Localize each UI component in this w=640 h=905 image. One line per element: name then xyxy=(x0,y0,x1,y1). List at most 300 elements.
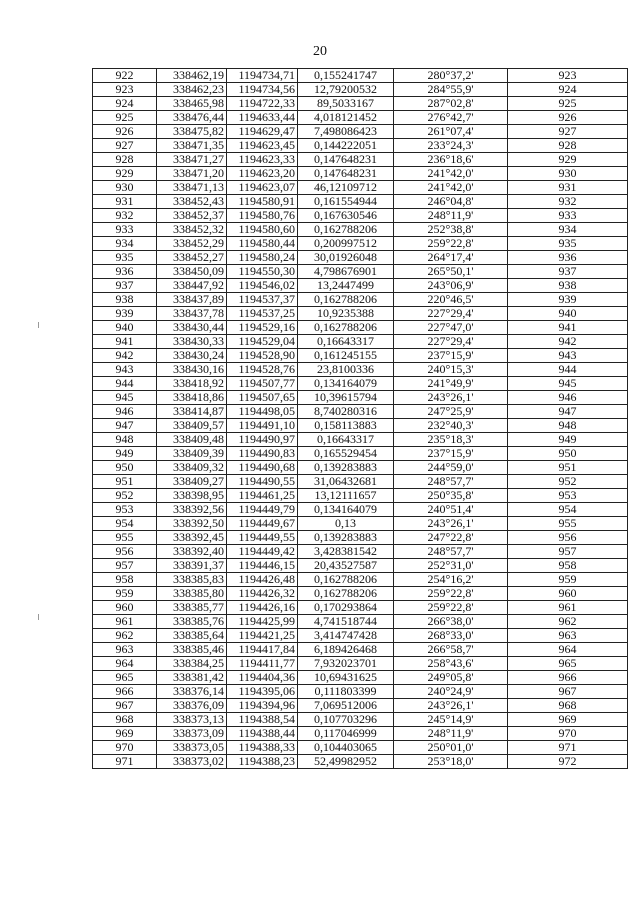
table-row xyxy=(93,307,628,321)
point-number-cell: 957 xyxy=(93,559,157,573)
direction-angle-cell: 261°07,4' xyxy=(394,125,508,139)
x-coordinate-cell: 338476,44 xyxy=(157,111,227,125)
x-coordinate-cell: 338430,33 xyxy=(157,335,227,349)
distance-cell: 0,134164079 xyxy=(298,503,394,517)
distance-cell: 7,069512006 xyxy=(298,699,394,713)
x-coordinate-cell: 338409,39 xyxy=(157,447,227,461)
point-number-cell: 932 xyxy=(93,209,157,223)
next-point-cell: 964 xyxy=(508,643,628,657)
direction-angle-cell: 243°26,1' xyxy=(394,699,508,713)
distance-cell: 0,200997512 xyxy=(298,237,394,251)
table-row xyxy=(93,335,628,349)
distance-cell: 4,741518744 xyxy=(298,615,394,629)
distance-cell: 13,2447499 xyxy=(298,279,394,293)
distance-cell: 20,43527587 xyxy=(298,559,394,573)
x-coordinate-cell: 338385,64 xyxy=(157,629,227,643)
point-number-cell: 947 xyxy=(93,419,157,433)
point-number-cell: 933 xyxy=(93,223,157,237)
y-coordinate-cell: 1194388,33 xyxy=(227,741,298,755)
point-number-cell: 929 xyxy=(93,167,157,181)
point-number-cell: 966 xyxy=(93,685,157,699)
next-point-cell: 930 xyxy=(508,167,628,181)
table-row xyxy=(93,461,628,475)
next-point-cell: 940 xyxy=(508,307,628,321)
table-row xyxy=(93,83,628,97)
table-row xyxy=(93,377,628,391)
point-number-cell: 935 xyxy=(93,251,157,265)
point-number-cell: 927 xyxy=(93,139,157,153)
distance-cell: 0,170293864 xyxy=(298,601,394,615)
x-coordinate-cell: 338418,92 xyxy=(157,377,227,391)
direction-angle-cell: 268°33,0' xyxy=(394,629,508,643)
next-point-cell: 967 xyxy=(508,685,628,699)
x-coordinate-cell: 338452,27 xyxy=(157,251,227,265)
y-coordinate-cell: 1194417,84 xyxy=(227,643,298,657)
coordinates-table xyxy=(92,68,628,769)
y-coordinate-cell: 1194425,99 xyxy=(227,615,298,629)
table-row xyxy=(93,503,628,517)
table-row xyxy=(93,153,628,167)
direction-angle-cell: 276°42,7' xyxy=(394,111,508,125)
direction-angle-cell: 250°35,8' xyxy=(394,489,508,503)
y-coordinate-cell: 1194490,97 xyxy=(227,433,298,447)
y-coordinate-cell: 1194388,54 xyxy=(227,713,298,727)
x-coordinate-cell: 338384,25 xyxy=(157,657,227,671)
next-point-cell: 963 xyxy=(508,629,628,643)
x-coordinate-cell: 338409,57 xyxy=(157,419,227,433)
point-number-cell: 949 xyxy=(93,447,157,461)
point-number-cell: 937 xyxy=(93,279,157,293)
y-coordinate-cell: 1194580,91 xyxy=(227,195,298,209)
direction-angle-cell: 287°02,8' xyxy=(394,97,508,111)
direction-angle-cell: 220°46,5' xyxy=(394,293,508,307)
direction-angle-cell: 227°29,4' xyxy=(394,307,508,321)
table-row xyxy=(93,293,628,307)
point-number-cell: 959 xyxy=(93,587,157,601)
direction-angle-cell: 244°59,0' xyxy=(394,461,508,475)
distance-cell: 8,740280316 xyxy=(298,405,394,419)
y-coordinate-cell: 1194629,47 xyxy=(227,125,298,139)
next-point-cell: 938 xyxy=(508,279,628,293)
distance-cell: 0,139283883 xyxy=(298,461,394,475)
point-number-cell: 942 xyxy=(93,349,157,363)
distance-cell: 0,139283883 xyxy=(298,531,394,545)
x-coordinate-cell: 338430,16 xyxy=(157,363,227,377)
next-point-cell: 966 xyxy=(508,671,628,685)
x-coordinate-cell: 338398,95 xyxy=(157,489,227,503)
point-number-cell: 944 xyxy=(93,377,157,391)
point-number-cell: 941 xyxy=(93,335,157,349)
page-number: 20 xyxy=(313,44,327,59)
next-point-cell: 925 xyxy=(508,97,628,111)
point-number-cell: 950 xyxy=(93,461,157,475)
table-row xyxy=(93,657,628,671)
distance-cell: 0,13 xyxy=(298,517,394,531)
point-number-cell: 952 xyxy=(93,489,157,503)
x-coordinate-cell: 338385,46 xyxy=(157,643,227,657)
next-point-cell: 931 xyxy=(508,181,628,195)
next-point-cell: 969 xyxy=(508,713,628,727)
table-row xyxy=(93,349,628,363)
next-point-cell: 959 xyxy=(508,573,628,587)
table-row xyxy=(93,251,628,265)
y-coordinate-cell: 1194388,23 xyxy=(227,755,298,769)
y-coordinate-cell: 1194490,68 xyxy=(227,461,298,475)
point-number-cell: 953 xyxy=(93,503,157,517)
distance-cell: 46,12109712 xyxy=(298,181,394,195)
next-point-cell: 960 xyxy=(508,587,628,601)
point-number-cell: 962 xyxy=(93,629,157,643)
table-row xyxy=(93,587,628,601)
direction-angle-cell: 236°18,6' xyxy=(394,153,508,167)
direction-angle-cell: 248°57,7' xyxy=(394,545,508,559)
distance-cell: 0,165529454 xyxy=(298,447,394,461)
distance-cell: 0,147648231 xyxy=(298,153,394,167)
direction-angle-cell: 241°49,9' xyxy=(394,377,508,391)
x-coordinate-cell: 338373,05 xyxy=(157,741,227,755)
next-point-cell: 929 xyxy=(508,153,628,167)
y-coordinate-cell: 1194537,37 xyxy=(227,293,298,307)
next-point-cell: 926 xyxy=(508,111,628,125)
point-number-cell: 954 xyxy=(93,517,157,531)
next-point-cell: 972 xyxy=(508,755,628,769)
x-coordinate-cell: 338392,56 xyxy=(157,503,227,517)
distance-cell: 0,147648231 xyxy=(298,167,394,181)
table-row xyxy=(93,419,628,433)
point-number-cell: 955 xyxy=(93,531,157,545)
distance-cell: 0,117046999 xyxy=(298,727,394,741)
next-point-cell: 943 xyxy=(508,349,628,363)
next-point-cell: 961 xyxy=(508,601,628,615)
next-point-cell: 941 xyxy=(508,321,628,335)
point-number-cell: 969 xyxy=(93,727,157,741)
y-coordinate-cell: 1194623,07 xyxy=(227,181,298,195)
distance-cell: 0,162788206 xyxy=(298,293,394,307)
x-coordinate-cell: 338452,32 xyxy=(157,223,227,237)
point-number-cell: 961 xyxy=(93,615,157,629)
direction-angle-cell: 237°15,9' xyxy=(394,349,508,363)
table-row xyxy=(93,391,628,405)
x-coordinate-cell: 338452,43 xyxy=(157,195,227,209)
distance-cell: 0,107703296 xyxy=(298,713,394,727)
direction-angle-cell: 253°18,0' xyxy=(394,755,508,769)
table-row xyxy=(93,223,628,237)
point-number-cell: 965 xyxy=(93,671,157,685)
table-row xyxy=(93,517,628,531)
point-number-cell: 930 xyxy=(93,181,157,195)
y-coordinate-cell: 1194461,25 xyxy=(227,489,298,503)
point-number-cell: 963 xyxy=(93,643,157,657)
x-coordinate-cell: 338447,92 xyxy=(157,279,227,293)
distance-cell: 0,167630546 xyxy=(298,209,394,223)
table-row xyxy=(93,601,628,615)
direction-angle-cell: 243°26,1' xyxy=(394,391,508,405)
table-row xyxy=(93,531,628,545)
point-number-cell: 948 xyxy=(93,433,157,447)
distance-cell: 0,104403065 xyxy=(298,741,394,755)
x-coordinate-cell: 338471,20 xyxy=(157,167,227,181)
point-number-cell: 946 xyxy=(93,405,157,419)
next-point-cell: 955 xyxy=(508,517,628,531)
direction-angle-cell: 258°43,6' xyxy=(394,657,508,671)
x-coordinate-cell: 338462,23 xyxy=(157,83,227,97)
next-point-cell: 970 xyxy=(508,727,628,741)
y-coordinate-cell: 1194580,24 xyxy=(227,251,298,265)
x-coordinate-cell: 338376,09 xyxy=(157,699,227,713)
direction-angle-cell: 247°22,8' xyxy=(394,531,508,545)
x-coordinate-cell: 338381,42 xyxy=(157,671,227,685)
x-coordinate-cell: 338430,24 xyxy=(157,349,227,363)
y-coordinate-cell: 1194507,77 xyxy=(227,377,298,391)
x-coordinate-cell: 338450,09 xyxy=(157,265,227,279)
direction-angle-cell: 232°40,3' xyxy=(394,419,508,433)
distance-cell: 23,8100336 xyxy=(298,363,394,377)
y-coordinate-cell: 1194580,44 xyxy=(227,237,298,251)
x-coordinate-cell: 338373,02 xyxy=(157,755,227,769)
direction-angle-cell: 266°38,0' xyxy=(394,615,508,629)
point-number-cell: 943 xyxy=(93,363,157,377)
direction-angle-cell: 227°29,4' xyxy=(394,335,508,349)
x-coordinate-cell: 338475,82 xyxy=(157,125,227,139)
distance-cell: 7,498086423 xyxy=(298,125,394,139)
table-row xyxy=(93,475,628,489)
distance-cell: 4,018121452 xyxy=(298,111,394,125)
x-coordinate-cell: 338392,45 xyxy=(157,531,227,545)
distance-cell: 0,162788206 xyxy=(298,573,394,587)
y-coordinate-cell: 1194528,90 xyxy=(227,349,298,363)
next-point-cell: 927 xyxy=(508,125,628,139)
y-coordinate-cell: 1194388,44 xyxy=(227,727,298,741)
margin-mark xyxy=(38,614,39,620)
next-point-cell: 952 xyxy=(508,475,628,489)
direction-angle-cell: 243°26,1' xyxy=(394,517,508,531)
direction-angle-cell: 252°31,0' xyxy=(394,559,508,573)
x-coordinate-cell: 338471,35 xyxy=(157,139,227,153)
x-coordinate-cell: 338391,37 xyxy=(157,559,227,573)
x-coordinate-cell: 338385,77 xyxy=(157,601,227,615)
point-number-cell: 925 xyxy=(93,111,157,125)
direction-angle-cell: 249°05,8' xyxy=(394,671,508,685)
x-coordinate-cell: 338409,27 xyxy=(157,475,227,489)
x-coordinate-cell: 338385,83 xyxy=(157,573,227,587)
x-coordinate-cell: 338465,98 xyxy=(157,97,227,111)
table-row xyxy=(93,433,628,447)
direction-angle-cell: 237°15,9' xyxy=(394,447,508,461)
x-coordinate-cell: 338373,09 xyxy=(157,727,227,741)
table-row xyxy=(93,545,628,559)
direction-angle-cell: 266°58,7' xyxy=(394,643,508,657)
x-coordinate-cell: 338409,48 xyxy=(157,433,227,447)
direction-angle-cell: 259°22,8' xyxy=(394,237,508,251)
x-coordinate-cell: 338452,29 xyxy=(157,237,227,251)
next-point-cell: 928 xyxy=(508,139,628,153)
y-coordinate-cell: 1194623,33 xyxy=(227,153,298,167)
y-coordinate-cell: 1194490,83 xyxy=(227,447,298,461)
direction-angle-cell: 235°18,3' xyxy=(394,433,508,447)
distance-cell: 10,69431625 xyxy=(298,671,394,685)
direction-angle-cell: 243°06,9' xyxy=(394,279,508,293)
next-point-cell: 947 xyxy=(508,405,628,419)
table-row xyxy=(93,615,628,629)
direction-angle-cell: 250°01,0' xyxy=(394,741,508,755)
next-point-cell: 945 xyxy=(508,377,628,391)
y-coordinate-cell: 1194722,33 xyxy=(227,97,298,111)
distance-cell: 0,162788206 xyxy=(298,223,394,237)
point-number-cell: 928 xyxy=(93,153,157,167)
y-coordinate-cell: 1194580,60 xyxy=(227,223,298,237)
point-number-cell: 924 xyxy=(93,97,157,111)
next-point-cell: 949 xyxy=(508,433,628,447)
x-coordinate-cell: 338373,13 xyxy=(157,713,227,727)
direction-angle-cell: 233°24,3' xyxy=(394,139,508,153)
point-number-cell: 945 xyxy=(93,391,157,405)
table-row xyxy=(93,699,628,713)
x-coordinate-cell: 338437,89 xyxy=(157,293,227,307)
next-point-cell: 951 xyxy=(508,461,628,475)
direction-angle-cell: 240°15,3' xyxy=(394,363,508,377)
y-coordinate-cell: 1194623,45 xyxy=(227,139,298,153)
next-point-cell: 971 xyxy=(508,741,628,755)
direction-angle-cell: 241°42,0' xyxy=(394,181,508,195)
y-coordinate-cell: 1194550,30 xyxy=(227,265,298,279)
direction-angle-cell: 227°47,0' xyxy=(394,321,508,335)
point-number-cell: 956 xyxy=(93,545,157,559)
table-row xyxy=(93,741,628,755)
x-coordinate-cell: 338385,80 xyxy=(157,587,227,601)
y-coordinate-cell: 1194507,65 xyxy=(227,391,298,405)
table-row xyxy=(93,363,628,377)
table-row xyxy=(93,755,628,769)
y-coordinate-cell: 1194395,06 xyxy=(227,685,298,699)
direction-angle-cell: 254°16,2' xyxy=(394,573,508,587)
y-coordinate-cell: 1194449,79 xyxy=(227,503,298,517)
next-point-cell: 935 xyxy=(508,237,628,251)
y-coordinate-cell: 1194580,76 xyxy=(227,209,298,223)
next-point-cell: 948 xyxy=(508,419,628,433)
direction-angle-cell: 241°42,0' xyxy=(394,167,508,181)
table-row xyxy=(93,321,628,335)
next-point-cell: 939 xyxy=(508,293,628,307)
table-row xyxy=(93,713,628,727)
point-number-cell: 940 xyxy=(93,321,157,335)
distance-cell: 0,162788206 xyxy=(298,321,394,335)
point-number-cell: 968 xyxy=(93,713,157,727)
point-number-cell: 951 xyxy=(93,475,157,489)
y-coordinate-cell: 1194394,96 xyxy=(227,699,298,713)
next-point-cell: 946 xyxy=(508,391,628,405)
next-point-cell: 937 xyxy=(508,265,628,279)
next-point-cell: 924 xyxy=(508,83,628,97)
table-row xyxy=(93,573,628,587)
y-coordinate-cell: 1194491,10 xyxy=(227,419,298,433)
distance-cell: 3,414747428 xyxy=(298,629,394,643)
x-coordinate-cell: 338392,50 xyxy=(157,517,227,531)
direction-angle-cell: 248°57,7' xyxy=(394,475,508,489)
direction-angle-cell: 259°22,8' xyxy=(394,601,508,615)
next-point-cell: 942 xyxy=(508,335,628,349)
y-coordinate-cell: 1194633,44 xyxy=(227,111,298,125)
table-row xyxy=(93,195,628,209)
table-row xyxy=(93,69,628,83)
y-coordinate-cell: 1194623,20 xyxy=(227,167,298,181)
y-coordinate-cell: 1194546,02 xyxy=(227,279,298,293)
distance-cell: 10,39615794 xyxy=(298,391,394,405)
point-number-cell: 936 xyxy=(93,265,157,279)
y-coordinate-cell: 1194449,42 xyxy=(227,545,298,559)
next-point-cell: 962 xyxy=(508,615,628,629)
distance-cell: 0,161245155 xyxy=(298,349,394,363)
table-row xyxy=(93,181,628,195)
distance-cell: 3,428381542 xyxy=(298,545,394,559)
table-row xyxy=(93,447,628,461)
distance-cell: 0,111803399 xyxy=(298,685,394,699)
y-coordinate-cell: 1194421,25 xyxy=(227,629,298,643)
table-row xyxy=(93,643,628,657)
distance-cell: 0,158113883 xyxy=(298,419,394,433)
point-number-cell: 931 xyxy=(93,195,157,209)
x-coordinate-cell: 338452,37 xyxy=(157,209,227,223)
x-coordinate-cell: 338437,78 xyxy=(157,307,227,321)
direction-angle-cell: 247°25,9' xyxy=(394,405,508,419)
next-point-cell: 956 xyxy=(508,531,628,545)
next-point-cell: 958 xyxy=(508,559,628,573)
point-number-cell: 958 xyxy=(93,573,157,587)
direction-angle-cell: 252°38,8' xyxy=(394,223,508,237)
x-coordinate-cell: 338409,32 xyxy=(157,461,227,475)
coordinates-table-body xyxy=(93,69,628,769)
distance-cell: 12,79200532 xyxy=(298,83,394,97)
table-row xyxy=(93,489,628,503)
y-coordinate-cell: 1194449,55 xyxy=(227,531,298,545)
table-row xyxy=(93,111,628,125)
distance-cell: 10,9235388 xyxy=(298,307,394,321)
point-number-cell: 939 xyxy=(93,307,157,321)
margin-mark xyxy=(38,322,39,328)
distance-cell: 0,162788206 xyxy=(298,587,394,601)
y-coordinate-cell: 1194446,15 xyxy=(227,559,298,573)
table-row xyxy=(93,559,628,573)
y-coordinate-cell: 1194404,36 xyxy=(227,671,298,685)
distance-cell: 0,161554944 xyxy=(298,195,394,209)
table-row xyxy=(93,97,628,111)
y-coordinate-cell: 1194426,32 xyxy=(227,587,298,601)
next-point-cell: 944 xyxy=(508,363,628,377)
distance-cell: 31,06432681 xyxy=(298,475,394,489)
next-point-cell: 968 xyxy=(508,699,628,713)
table-row xyxy=(93,405,628,419)
point-number-cell: 923 xyxy=(93,83,157,97)
next-point-cell: 965 xyxy=(508,657,628,671)
x-coordinate-cell: 338471,13 xyxy=(157,181,227,195)
direction-angle-cell: 280°37,2' xyxy=(394,69,508,83)
y-coordinate-cell: 1194498,05 xyxy=(227,405,298,419)
table-row xyxy=(93,685,628,699)
x-coordinate-cell: 338392,40 xyxy=(157,545,227,559)
next-point-cell: 923 xyxy=(508,69,628,83)
y-coordinate-cell: 1194426,48 xyxy=(227,573,298,587)
x-coordinate-cell: 338414,87 xyxy=(157,405,227,419)
x-coordinate-cell: 338462,19 xyxy=(157,69,227,83)
distance-cell: 30,01926048 xyxy=(298,251,394,265)
next-point-cell: 957 xyxy=(508,545,628,559)
direction-angle-cell: 246°04,8' xyxy=(394,195,508,209)
y-coordinate-cell: 1194734,56 xyxy=(227,83,298,97)
point-number-cell: 970 xyxy=(93,741,157,755)
x-coordinate-cell: 338430,44 xyxy=(157,321,227,335)
direction-angle-cell: 264°17,4' xyxy=(394,251,508,265)
y-coordinate-cell: 1194426,16 xyxy=(227,601,298,615)
point-number-cell: 922 xyxy=(93,69,157,83)
